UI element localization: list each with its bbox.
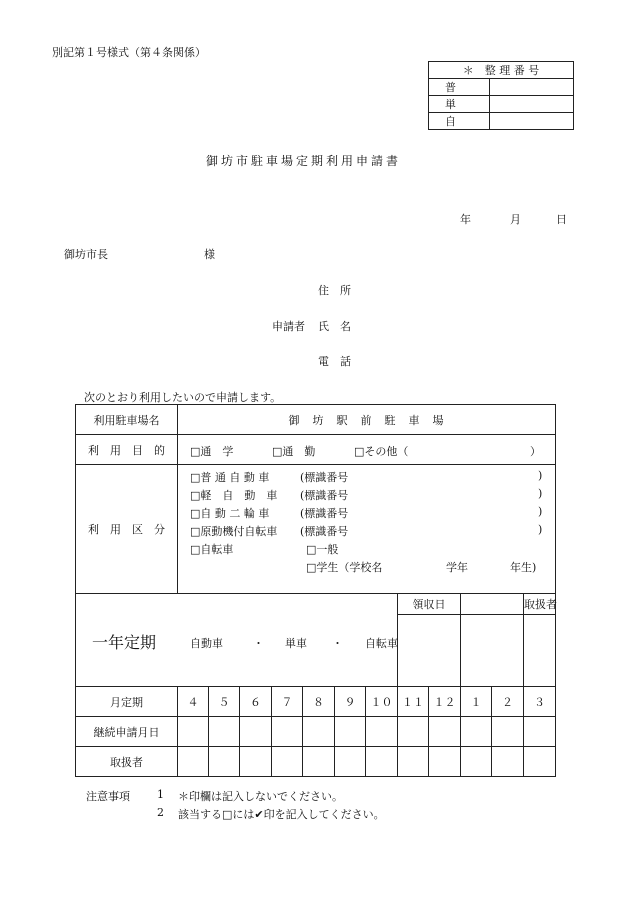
category-option[interactable]: □軽 自 動 車: [190, 489, 278, 502]
renewal-cell[interactable]: [178, 717, 209, 747]
form-label: 別記第１号様式（第４条関係）: [52, 46, 206, 59]
renewal-cell[interactable]: [303, 717, 335, 747]
category-plate-close: ): [538, 523, 543, 536]
receipt-date-label: 領収日: [398, 594, 461, 615]
handler-cell[interactable]: [303, 747, 335, 777]
category-option[interactable]: □原動機付自転車: [190, 525, 278, 538]
parking-label: 利用駐車場名: [76, 405, 178, 435]
renewal-cell[interactable]: [429, 717, 461, 747]
table-row: [76, 465, 556, 594]
reference-row-label: 自: [429, 113, 490, 130]
date-year[interactable]: 年: [460, 213, 471, 226]
table-row: [76, 405, 556, 435]
addressee-name: 御坊市長: [64, 248, 108, 261]
table-row: [76, 717, 556, 747]
category-plate-close: ): [538, 505, 543, 518]
category-option[interactable]: □普 通 自 動 車: [190, 471, 270, 484]
month-cell: ５: [209, 687, 240, 717]
handler-cell[interactable]: [335, 747, 366, 777]
month-cell: １２: [429, 687, 461, 717]
annual-spacer: [461, 594, 524, 615]
purpose-options: [178, 435, 556, 465]
purpose-option-commute-school[interactable]: □通 学: [190, 445, 234, 458]
handler-row-label: 取扱者: [76, 747, 178, 777]
month-cell: １１: [398, 687, 429, 717]
annual-type-bicycle[interactable]: 自転車: [365, 637, 398, 650]
reference-row-value[interactable]: [490, 96, 574, 113]
handler-cell[interactable]: [178, 747, 209, 777]
renewal-cell[interactable]: [492, 717, 524, 747]
month-cell: １０: [366, 687, 398, 717]
student-grade-label: 学年: [446, 561, 468, 574]
receipt-date-value[interactable]: [398, 615, 461, 687]
handler-value[interactable]: [524, 615, 556, 687]
renewal-cell[interactable]: [335, 717, 366, 747]
month-cell: ６: [240, 687, 272, 717]
category-options: [178, 465, 556, 594]
bicycle-option-student[interactable]: □学生（学校名: [306, 561, 383, 574]
month-cell: ２: [492, 687, 524, 717]
category-label: 利 用 区 分: [76, 465, 178, 594]
renewal-cell[interactable]: [240, 717, 272, 747]
month-cell: ９: [335, 687, 366, 717]
reference-number-box: [428, 61, 574, 130]
handler-cell[interactable]: [366, 747, 398, 777]
handler-cell[interactable]: [429, 747, 461, 777]
category-plate-label: (標識番号: [300, 525, 349, 538]
handler-cell[interactable]: [461, 747, 492, 777]
handler-cell[interactable]: [398, 747, 429, 777]
handler-cell[interactable]: [209, 747, 240, 777]
category-plate-close: ): [538, 487, 543, 500]
category-plate-label: (標識番号: [300, 471, 349, 484]
handler-cell[interactable]: [524, 747, 556, 777]
parking-value: 御 坊 駅 前 駐 車 場: [178, 405, 556, 435]
date-month[interactable]: 月: [510, 213, 521, 226]
applicant-prefix: 申請者: [272, 320, 305, 333]
applicant-phone-label: 電 話: [318, 355, 351, 368]
category-option-bicycle[interactable]: □自転車: [190, 543, 234, 556]
reference-row-label: 普: [429, 79, 490, 96]
month-cell: ４: [178, 687, 209, 717]
month-cell: ８: [303, 687, 335, 717]
table-row: [76, 687, 556, 717]
handler-cell[interactable]: [240, 747, 272, 777]
bicycle-option-general[interactable]: □一般: [306, 543, 339, 556]
renewal-cell[interactable]: [524, 717, 556, 747]
monthly-pass-label: 月定期: [76, 687, 178, 717]
renewal-cell[interactable]: [461, 717, 492, 747]
table-row: [76, 594, 556, 615]
purpose-option-other[interactable]: □その他（: [354, 445, 409, 458]
category-plate-label: (標識番号: [300, 507, 349, 520]
date-day[interactable]: 日: [556, 213, 567, 226]
annual-spacer: [461, 615, 524, 687]
reference-row-value[interactable]: [490, 79, 574, 96]
renewal-cell[interactable]: [272, 717, 303, 747]
form-title: 御坊市駐車場定期利用申請書: [206, 154, 402, 168]
month-cell: １: [461, 687, 492, 717]
purpose-option-commute-work[interactable]: □通 勤: [272, 445, 316, 458]
applicant-name-label: 氏 名: [318, 320, 351, 333]
purpose-other-close: ）: [530, 445, 541, 458]
month-cell: ３: [524, 687, 556, 717]
annual-type-separator: ・: [332, 637, 343, 650]
reference-row-label: 単: [429, 96, 490, 113]
handler-cell[interactable]: [272, 747, 303, 777]
annual-pass-cell: [76, 594, 398, 687]
annual-type-car[interactable]: 自動車: [190, 637, 223, 650]
intro-text: 次のとおり利用したいので申請します。: [84, 391, 282, 404]
handler-cell[interactable]: [492, 747, 524, 777]
purpose-label: 利 用 目 的: [76, 435, 178, 465]
renewal-cell[interactable]: [366, 717, 398, 747]
renewal-cell[interactable]: [209, 717, 240, 747]
notes-label: 注意事項: [86, 790, 130, 803]
table-row: [76, 435, 556, 465]
applicant-address-label: 住 所: [318, 284, 351, 297]
annual-type-separator: ・: [253, 637, 264, 650]
annual-pass-label: 一年定期: [92, 633, 157, 652]
reference-row-value[interactable]: [490, 113, 574, 130]
renewal-cell[interactable]: [398, 717, 429, 747]
category-option[interactable]: □自 動 二 輪 車: [190, 507, 270, 520]
addressee-honorific: 様: [204, 248, 215, 261]
application-table: [75, 404, 556, 777]
annual-type-motorbike[interactable]: 単車: [285, 637, 307, 650]
table-row: [76, 747, 556, 777]
note-number: 2: [157, 806, 164, 819]
month-cell: ７: [272, 687, 303, 717]
note-text: 該当する□には✔印を記入してください。: [178, 808, 385, 821]
category-plate-label: (標識番号: [300, 489, 349, 502]
renewal-date-label: 継続申請月日: [76, 717, 178, 747]
reference-number-header: ＊ 整 理 番 号: [429, 62, 574, 79]
note-text: ＊印欄は記入しないでください。: [178, 790, 343, 803]
note-number: 1: [157, 788, 164, 801]
category-plate-close: ): [538, 469, 543, 482]
student-grade-suffix: 年生): [510, 561, 537, 574]
handler-label: 取扱者: [524, 594, 556, 615]
